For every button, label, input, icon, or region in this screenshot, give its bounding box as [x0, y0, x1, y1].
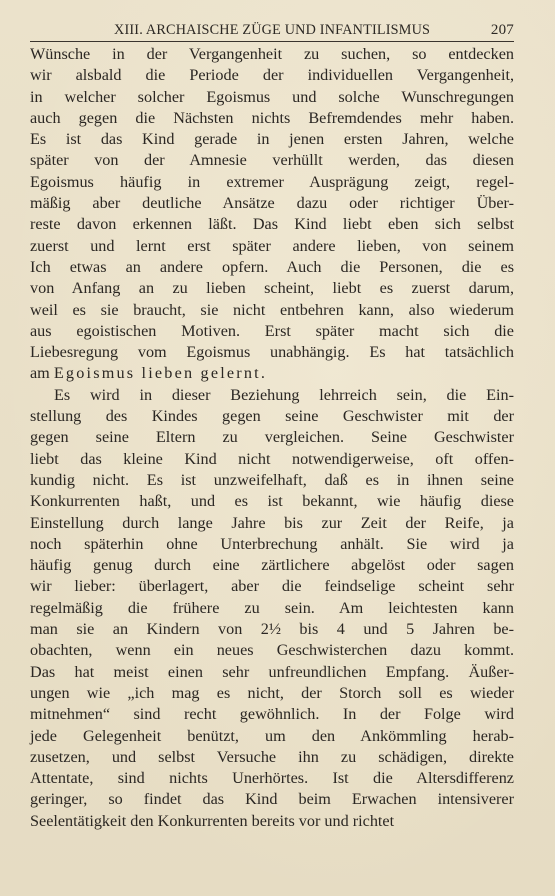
- page-number: 207: [490, 22, 514, 38]
- text-line: Wünsche in der Vergangenheit zu suchen, so entdecken: [30, 45, 514, 63]
- text-line: aus egoistischen Motiven. Erst später macht sich die: [30, 321, 514, 340]
- text-line: zusetzen, und selbst Versuche ihn zu schädigen, direkte: [30, 747, 514, 766]
- text-line: kundig nicht. Es ist unzweifelhaft, daß es in ihnen seine: [30, 470, 514, 489]
- text-line-last: [30, 363, 514, 384]
- text-line: obachten, wenn ein neues Geschwisterchen dazu kommt.: [30, 641, 514, 660]
- text-line: gegen seine Eltern zu vergleichen. Seine Geschwister: [30, 428, 514, 447]
- text-line: später von der Amnesie verhüllt werden, das diesen: [30, 151, 514, 170]
- header-rule: [30, 41, 514, 42]
- text-line: in welcher solcher Egoismus und solche Wunschregungen: [30, 87, 514, 106]
- text-line: von Anfang an zu lieben scheint, liebt es zuerst darum,: [30, 279, 514, 298]
- text-line: mitnehmen“ sind recht gewöhnlich. In der Folge wird: [30, 705, 514, 724]
- text-line: ungen wie „ich mag es nicht, der Storch soll es wieder: [30, 683, 514, 702]
- text-line: Attentate, sind nichts Unerhörtes. Ist die Altersdifferenz: [30, 769, 514, 788]
- text-line: mäßig aber deutliche Ansätze dazu oder richtiger Über-: [30, 194, 514, 213]
- text-line: regelmäßig die frühere zu sein. Am leichtesten kann: [30, 598, 514, 617]
- body-text: [30, 44, 514, 832]
- text-line: jede Gelegenheit benützt, um den Ankömmling herab-: [30, 726, 514, 745]
- chapter-title: XIII. ARCHAISCHE ZÜGE UND INFANTILISMUS: [114, 22, 431, 38]
- text-line: auch gegen die Nächsten nichts Befremdendes mehr haben.: [30, 108, 514, 127]
- running-header: [30, 22, 514, 42]
- text-line: zuerst und lernt erst später andere lieben, von seinem: [30, 236, 514, 255]
- text-line: noch späterhin ohne Unterbrechung anhält. Sie wird ja: [30, 534, 514, 553]
- text-line: wir lieber: überlagert, aber die feindselige scheint sehr: [30, 577, 514, 596]
- text-line: Seelentätigkeit den Konkurrenten bereits vor und richtet: [30, 811, 395, 830]
- text-line: Einstellung durch lange Jahre bis zur Zeit der Reife, ja: [30, 513, 514, 532]
- text-line: Das hat meist einen sehr unfreundlichen Empfang. Äußer-: [30, 662, 514, 681]
- spaced-emphasis: Egoismus lieben gelernt.: [53, 364, 268, 383]
- text-line: Egoismus häufig in extremer Ausprägung zeigt, regel-: [30, 172, 514, 191]
- text-line: Konkurrenten haßt, und es ist bekannt, wie häufig diese: [30, 492, 514, 511]
- text-line: Es ist das Kind gerade in jenen ersten Jahren, welche: [30, 130, 514, 149]
- text-line: man sie an Kindern von 2½ bis 4 und 5 Jahren be-: [30, 620, 514, 639]
- text-line: häufig genug durch eine zärtlichere abgelöst oder sagen: [30, 556, 514, 575]
- text-line: wir alsbald die Periode der individuellen Vergangenheit,: [30, 66, 514, 85]
- text-line: Ich etwas an andere opfern. Auch die Personen, die es: [30, 257, 514, 276]
- text-line: Liebesregung vom Egoismus unabhängig. Es hat tatsächlich: [30, 343, 514, 362]
- text-line: Es wird in dieser Beziehung lehrreich sein, die Ein-: [54, 385, 514, 404]
- text-line: liebt das kleine Kind nicht notwendigerweise, oft offen-: [30, 449, 514, 468]
- text-line: weil es sie braucht, sie nicht entbehren kann, also wiederum: [30, 300, 514, 319]
- text-line: reste davon erkennen läßt. Das Kind liebt eben sich selbst: [30, 215, 514, 234]
- text-line: stellung des Kindes gegen seine Geschwister mit der: [30, 407, 514, 426]
- text-line: geringer, so findet das Kind beim Erwachen intensiverer: [30, 790, 514, 809]
- text-plain: am: [30, 364, 54, 383]
